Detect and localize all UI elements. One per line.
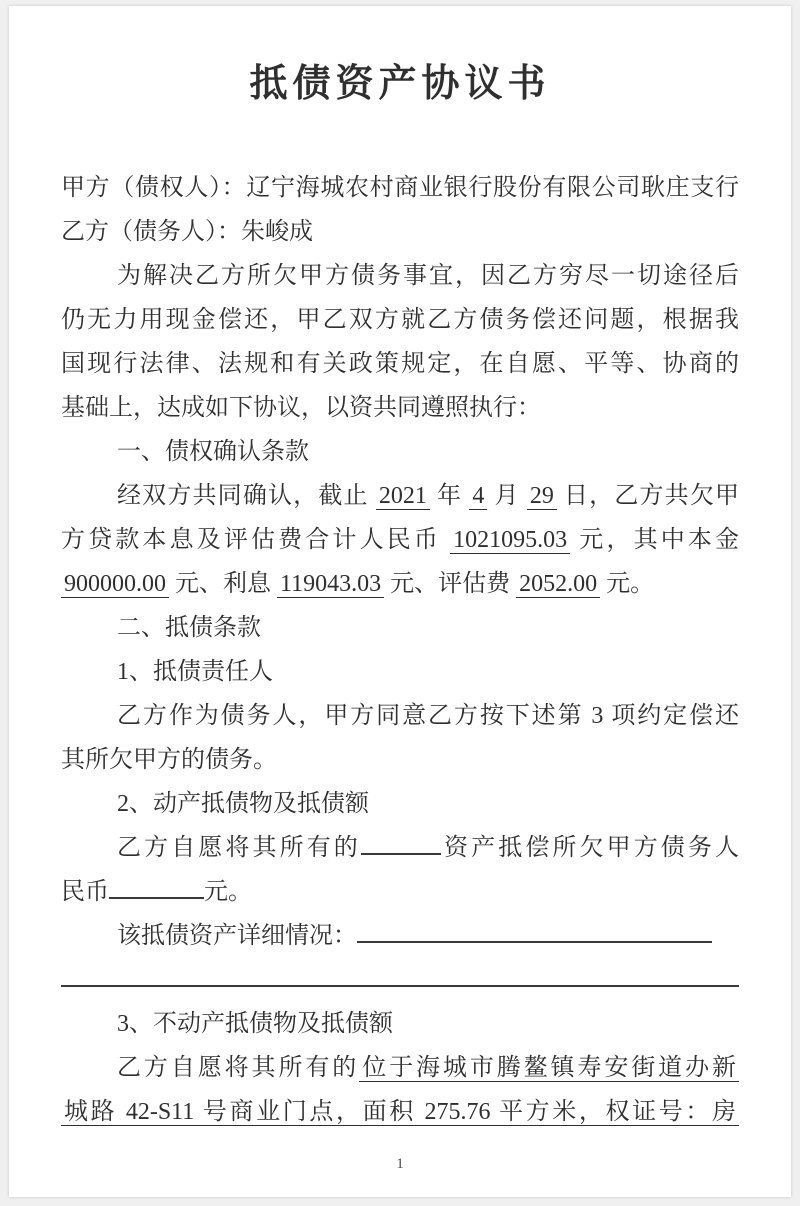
- doc-text: 经双方共同确认，截止: [117, 483, 376, 509]
- doc-text: 乙方（债务人）：朱峻成: [61, 219, 313, 245]
- doc-line: [61, 166, 739, 210]
- doc-line: [61, 870, 739, 914]
- doc-text: 甲方（债权人）：辽宁海城农村商业银行股份有限公司耿庄支行: [61, 175, 739, 201]
- doc-text: 乙方作为债务人，甲方同意乙方按下述第 3 项约定偿还: [117, 703, 739, 729]
- doc-text: 1、抵债责任人: [117, 659, 273, 685]
- doc-text: 元。: [600, 571, 655, 597]
- doc-text: 3、不动产抵债物及抵债额: [117, 1011, 393, 1037]
- doc-line: [61, 386, 739, 430]
- doc-text: 2、动产抵债物及抵债额: [117, 791, 369, 817]
- doc-line: [61, 298, 739, 342]
- doc-text: 年: [429, 483, 470, 509]
- doc-text: 元、利息: [169, 571, 277, 597]
- doc-line: [61, 782, 739, 826]
- doc-text: 二、抵债条款: [117, 615, 261, 641]
- doc-text: 国现行法律、法规和有关政策规定，在自愿、平等、协商的: [61, 351, 739, 377]
- underlined-value: 2052.00: [516, 571, 600, 598]
- doc-line: [61, 342, 739, 386]
- doc-text: 乙方自愿将其所有的: [117, 1055, 360, 1081]
- blank-underline: [109, 879, 204, 899]
- doc-text: 民币: [61, 879, 109, 905]
- doc-line: [61, 738, 739, 782]
- document-body: [61, 166, 739, 1134]
- blank-underline: [61, 967, 739, 987]
- doc-line: [61, 254, 739, 298]
- doc-line: [61, 694, 739, 738]
- underlined-value: 900000.00: [61, 571, 169, 598]
- blank-underline: [357, 923, 712, 943]
- underlined-value: 城路 42-S11 号商业门点，面积 275.76 平方米，权证号：房: [61, 1099, 739, 1126]
- doc-text: 元。: [204, 879, 252, 905]
- underlined-value: 4: [469, 483, 487, 510]
- doc-line: [61, 1002, 739, 1046]
- doc-line: [61, 958, 739, 1002]
- doc-text: 基础上，达成如下协议，以资共同遵照执行：: [61, 395, 541, 421]
- doc-line: [61, 562, 739, 606]
- doc-line: [61, 914, 739, 958]
- doc-line: [61, 474, 739, 518]
- doc-line: [61, 210, 739, 254]
- doc-text: 资产抵偿所欠甲方债务人: [440, 835, 739, 861]
- underlined-value: 29: [527, 483, 557, 510]
- doc-line: [61, 430, 739, 474]
- doc-text: 该抵债资产详细情况：: [117, 923, 357, 949]
- doc-text: 乙方自愿将其所有的: [117, 835, 361, 861]
- underlined-value: 119043.03: [277, 571, 384, 598]
- doc-text: 方贷款本息及评估费合计人民币: [61, 527, 451, 553]
- doc-line: [61, 606, 739, 650]
- document-title: 抵债资产协议书: [249, 63, 551, 105]
- underlined-value: 2021: [376, 483, 430, 510]
- underlined-value: 1021095.03: [450, 527, 570, 554]
- doc-line: [61, 518, 739, 562]
- doc-text: 月: [487, 483, 527, 509]
- doc-text: 仍无力用现金偿还，甲乙双方就乙方债务偿还问题，根据我: [61, 307, 739, 333]
- document-page: [9, 6, 791, 1197]
- doc-line: [61, 826, 739, 870]
- doc-line: [61, 1046, 739, 1090]
- doc-text: 日，乙方共欠甲: [556, 483, 739, 509]
- doc-text: 一、债权确认条款: [117, 439, 309, 465]
- doc-line: [61, 650, 739, 694]
- page-number: 1: [396, 1156, 404, 1172]
- underlined-value: 位于海城市腾鳌镇寿安街道办新: [359, 1055, 739, 1082]
- doc-text: 为解决乙方所欠甲方债务事宜，因乙方穷尽一切途径后: [117, 263, 739, 289]
- blank-underline: [361, 835, 441, 855]
- doc-line: [61, 1090, 739, 1134]
- doc-text: 元，其中本金: [570, 527, 739, 553]
- doc-text: 元、评估费: [384, 571, 517, 597]
- doc-text: 其所欠甲方的债务。: [61, 747, 277, 773]
